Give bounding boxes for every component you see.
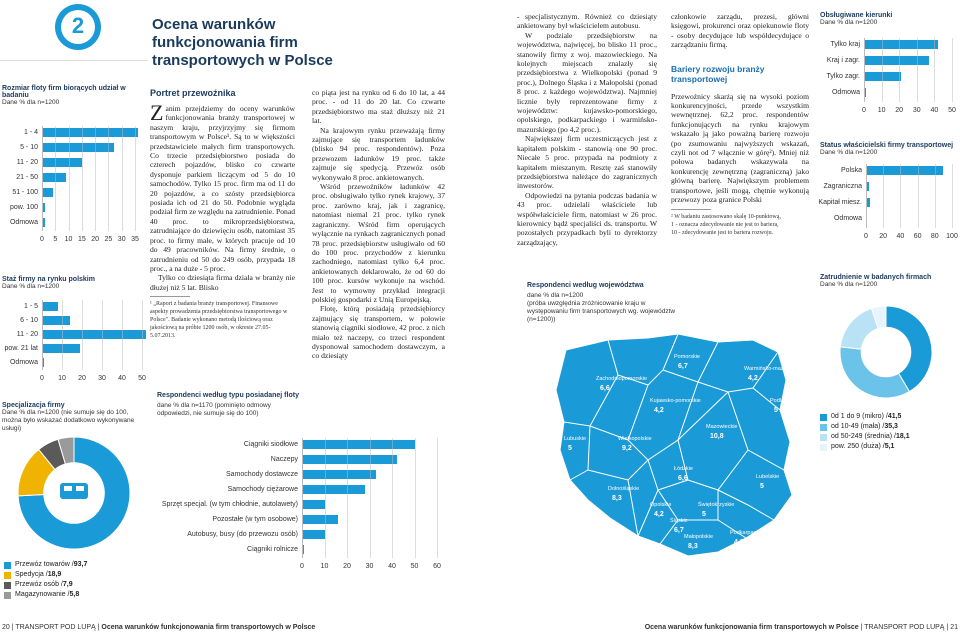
staz-category-label: pow. 21 lat xyxy=(4,345,38,352)
fleet-category-label: 5 - 10 xyxy=(20,144,38,151)
pojazdy-category-label: Ciągniki rolnicze xyxy=(247,546,298,553)
zatrudnienie-legend-label: 0d 1 do 9 (mikro) / xyxy=(831,413,888,420)
fleet-gridline xyxy=(108,126,109,231)
chapter-number: 2 xyxy=(71,13,85,38)
pojazdy-bar xyxy=(302,515,338,524)
region-value: 6,6 xyxy=(678,475,688,482)
klienci-gridline xyxy=(934,38,935,102)
fleet-tick-label: 0 xyxy=(40,236,44,243)
fleet-gridline xyxy=(69,126,70,231)
spec-chart-subtitle: Dane % dla n=1200 (nie sumuje się do 100, można było wskazać dodatkowo wykonywane usługi) xyxy=(2,409,135,432)
region-value: 8,3 xyxy=(688,543,698,550)
staz-gridline xyxy=(122,300,123,370)
kapital-gridline xyxy=(900,164,901,228)
ownership-bar-chart xyxy=(812,166,960,256)
pojazdy-tick-label: 40 xyxy=(388,563,396,570)
klienci-bar xyxy=(864,40,938,49)
zatrudnienie-legend-item xyxy=(820,442,960,452)
pojazdy-tick-label: 10 xyxy=(320,563,329,570)
fleet-bar xyxy=(42,143,114,152)
pojazdy-tick-label: 50 xyxy=(410,563,419,570)
fleet-chart-title: Rozmiar floty firm biorących udział w badaniu xyxy=(2,85,126,99)
fleet-gridline xyxy=(42,126,43,231)
pojazdy-category-label: Sprzęt specjal. (w tym chłodnie, autolawety) xyxy=(161,501,298,508)
fleet-bar-chart xyxy=(0,128,148,248)
spec-legend-label: Spedycja / xyxy=(15,571,48,578)
fleet-bar xyxy=(42,158,82,167)
col3-paragraph-2: Największej firm uczestniczących jest z kapitałem polskim - stanowią one 90 proc. Niecałe 5 proc. przypada na podmioty z kapitałem mieszanym. Resztę zaś stanowiły przedsiębiorstwa należące do zagranicznych inwestorów. xyxy=(517,134,657,191)
col2-paragraph-2: Na krajowym rynku przeważają firmy zajmujące się transportem ładunków (blisko 94 proc. respondentów). Poza przewozem ładunków 19 proc. także zajmuje się spedycją. Przewóz osób wykonywało 8 proc. ankietowanych. xyxy=(312,125,445,182)
page-number-left: 20 xyxy=(2,624,10,631)
spec-legend-item xyxy=(4,560,149,570)
fleet-gridline xyxy=(55,126,56,231)
fleet-category-label: Odmowa xyxy=(9,219,38,226)
region-name: Lubuskie xyxy=(564,436,587,442)
region-name: Świętokrzyskie xyxy=(698,502,735,508)
staz-tick-label: 0 xyxy=(40,375,44,382)
zatrudnienie-legend-value: 18,1 xyxy=(895,433,910,440)
staz-bar xyxy=(42,344,80,353)
fleet-bar xyxy=(42,188,53,197)
fleet-category-label: 51 - 100 xyxy=(12,189,38,196)
fleet-category-label: 11 - 20 xyxy=(16,159,38,166)
zatrudnienie-legend-swatch xyxy=(820,444,827,451)
footer-title-right: Ocena warunków funkcjonowania firm transportowych w Polsce xyxy=(644,624,859,631)
footer-title-left: Ocena warunków funkcjonowania firm transportowych w Polsce xyxy=(101,624,316,631)
kapital-gridline xyxy=(935,164,936,228)
region-name: Podkarpackie xyxy=(730,530,764,536)
directions-chart-subtitle: Dane % dla n=1200 xyxy=(820,19,878,26)
footer-left: 20 | TRANSPORT POD LUPĄ | Ocena warunków funkcjonowania firm transportowych w Polsce xyxy=(2,624,316,631)
magazine-name-left: TRANSPORT POD LUPĄ xyxy=(15,624,96,631)
fleet-tick-label: 5 xyxy=(53,236,58,243)
pojazdy-gridline xyxy=(302,438,303,558)
fleet-gridline xyxy=(95,126,96,231)
ownership-chart-subtitle: Dane % dla n=1200 xyxy=(820,149,878,156)
staz-gridline xyxy=(82,300,83,370)
fleet-tick-label: 35 xyxy=(131,236,139,243)
spec-legend-label: Przewóz osób / xyxy=(15,581,63,588)
pojazdy-bar xyxy=(302,470,376,479)
fleet-category-label: pow. 100 xyxy=(9,204,38,211)
pojazdy-gridline xyxy=(415,438,416,558)
klienci-gridline xyxy=(952,38,953,102)
spec-legend-swatch xyxy=(4,582,11,589)
fleet-tick-label: 15 xyxy=(77,236,86,243)
region-value: 5 xyxy=(568,445,572,452)
fleet-bar xyxy=(42,173,66,182)
zatrudnienie-legend-value: 5,1 xyxy=(884,443,895,450)
ownership-chart-title: Status właścicielski firmy transportowej xyxy=(820,142,954,149)
fleet-type-bar-chart xyxy=(155,440,445,580)
map-subtitle: dane % dla n=1200 xyxy=(527,292,584,299)
spec-pie-chart xyxy=(2,433,146,553)
fleet-category-label: 1 - 4 xyxy=(23,129,38,136)
staz-tick-label: 20 xyxy=(78,375,86,382)
region-name: Zachodniopomorskie xyxy=(596,376,648,382)
staz-tick-label: 30 xyxy=(98,375,106,382)
footnote-2b: 1 - oznacza zdecydowanie nie jest to bariera, xyxy=(671,221,779,228)
pojazdy-tick-label: 0 xyxy=(300,563,304,570)
footnote-2a: ² W badaniu zastosowano skalę 10-punktową, xyxy=(671,213,781,220)
fleet-bar xyxy=(42,128,138,137)
region-value: 6,7 xyxy=(678,363,688,370)
spec-legend-value: 5,8 xyxy=(69,591,80,598)
spec-legend-value: 7,9 xyxy=(62,581,73,588)
pojazdy-bar xyxy=(302,485,365,494)
pojazdy-bar xyxy=(302,455,397,464)
staz-bar xyxy=(42,330,146,339)
zatrudnienie-legend-label: od 50-249 (średnia) / xyxy=(831,433,896,440)
pojazdy-category-label: Pozostałe (w tym osobowe) xyxy=(212,516,298,523)
region-value: 5 xyxy=(760,483,764,490)
staz-gridline xyxy=(42,300,43,370)
pojazdy-category-label: Naczepy xyxy=(270,456,298,463)
klienci-bar xyxy=(864,56,929,65)
portret-heading: Portret przewoźnika xyxy=(150,88,236,98)
klienci-gridline xyxy=(899,38,900,102)
region-name: Pomorskie xyxy=(674,354,700,360)
region-value: 4,2 xyxy=(654,511,664,518)
klienci-category-label: Kraj i zagr. xyxy=(826,57,860,64)
pojazdy-category-label: Samochody ciężarowe xyxy=(227,486,298,493)
employment-chart-title: Zatrudnienie w badanych firmach xyxy=(820,274,932,281)
region-value: 10,8 xyxy=(710,433,724,440)
klienci-gridline xyxy=(864,38,865,102)
klienci-tick-label: 0 xyxy=(862,107,866,114)
zatrudnienie-legend-value: 41,5 xyxy=(887,413,902,420)
pojazdy-bar xyxy=(302,500,325,509)
klienci-gridline xyxy=(882,38,883,102)
poland-map xyxy=(548,330,803,560)
col2-paragraph-1: co piąta jest na rynku od 6 do 10 lat, a 44 proc. - od 11 do 20 lat. Co czwarte przedsiębiorstwo ma staż dłuższy niż 21 lat. xyxy=(312,88,445,126)
pojazdy-bar xyxy=(302,440,415,449)
staz-category-label: Odmowa xyxy=(9,359,38,366)
kapital-tick-label: 20 xyxy=(879,233,888,240)
region-value: 9,2 xyxy=(622,445,632,452)
map-title: Respondenci według województwa xyxy=(527,282,644,289)
staz-bar xyxy=(42,316,70,325)
spec-legend-swatch xyxy=(4,592,11,599)
pojazdy-category-label: Ciągniki siodłowe xyxy=(243,441,298,448)
footnote-1: ¹ „Raport z badania branży transportowej. Finansowe aspekty prowadzenia przedsiębiorstwa transportowego w Polsce". Badanie wykonano metodą ilościową oraz jakościową na próbie 1200 osób, w okresie 27.05-5.07.2013. xyxy=(150,301,288,340)
fleet-type-chart-subtitle: dane % dla n=1170 (pominięto odmowy odpowiedzi, nie sumuje się do 100) xyxy=(157,402,271,417)
region-name: Warmińsko-mazurskie xyxy=(744,366,799,372)
fleet-tick-label: 25 xyxy=(104,236,113,243)
region-name: Opolskie xyxy=(650,502,672,508)
region-name: Kujawsko-pomorskie xyxy=(650,398,701,404)
pojazdy-gridline xyxy=(370,438,371,558)
kapital-gridline xyxy=(883,164,884,228)
kapital-bar xyxy=(866,166,943,175)
pojazdy-tick-label: 20 xyxy=(343,563,351,570)
spec-legend xyxy=(4,560,149,600)
col4-paragraph-1: członkowie zarządu, prezesi, główni księgowi, prokurenci oraz opiekunowie floty - osoby decydujące lub współdecydujące o zarządzaniu firmą. xyxy=(671,12,809,50)
col3-paragraph-0: - specjalistycznym. Również co dziesiąty ankietowany był właścicielem autobusu. xyxy=(517,12,657,31)
staz-category-label: 11 - 20 xyxy=(16,331,38,338)
pojazdy-bar xyxy=(302,530,325,539)
employment-chart-subtitle: Dane % dla n=1200 xyxy=(820,281,878,288)
spec-legend-item xyxy=(4,580,149,590)
pojazdy-gridline xyxy=(437,438,438,558)
staz-gridline xyxy=(102,300,103,370)
spec-legend-label: Przewóz towarów / xyxy=(15,561,74,568)
portret-paragraph-2: Tylko co dziesiąta firma działa w branży nie dłużej niż 5 lat. Blisko xyxy=(150,273,295,292)
klienci-tick-label: 50 xyxy=(948,107,956,114)
klienci-category-label: Tylko kraj xyxy=(830,41,860,48)
fleet-gridline xyxy=(122,126,123,231)
spec-legend-value: 93,7 xyxy=(73,561,88,568)
pojazdy-category-label: Samochody dostawcze xyxy=(226,471,298,478)
zatrudnienie-legend-label: od 10-49 (mała) / xyxy=(831,423,885,430)
region-value: 4,2 xyxy=(748,375,758,382)
klienci-category-label: Tylko zagr. xyxy=(826,73,860,80)
kapital-tick-label: 40 xyxy=(896,233,905,240)
kapital-category-label: Kapitał miesz. xyxy=(818,199,862,206)
zatrudnienie-legend-swatch xyxy=(820,424,827,431)
staz-gridline xyxy=(142,300,143,370)
zatrudnienie-legend-label: pow. 250 (duża) / xyxy=(831,443,885,450)
page-title: Ocena warunków funkcjonowania firm transportowych w Polsce xyxy=(152,16,333,69)
col2-paragraph-4: Flotę, którą posiadają przedsiębiorcy zajmujący się transportem, w połowie stanowią ciągniki siodłowe, 42 proc. z nich miało też naczepy, co trzeci respondent dysponował samochodem dostawczym, a co dziesiąty xyxy=(312,304,445,361)
region-name: Lubelskie xyxy=(756,474,780,480)
kapital-gridline xyxy=(918,164,919,228)
fleet-category-label: 21 - 50 xyxy=(16,174,38,181)
region-value: 8,3 xyxy=(612,495,622,502)
spec-legend-item xyxy=(4,570,149,580)
fleet-gridline xyxy=(82,126,83,231)
kapital-category-label: Zagraniczna xyxy=(823,183,862,190)
chapter-badge xyxy=(55,4,101,50)
spec-legend-value: 18,9 xyxy=(47,571,62,578)
kapital-category-label: Polska xyxy=(840,167,862,174)
region-name: Śląskie xyxy=(670,518,688,524)
dropcap: Z xyxy=(150,100,164,125)
col3-paragraph-1: W podziale przedsiębiorstw na województwa, najwięcej, bo blisko 11 proc., stanowiły firmy z woj. mazowieckiego. Na kolejnych miejscach znalazły się przedsiębiorstwa z Wielkopolski (ponad 9 proc.), Dolnego Śląska i z Małopolski (ponad 8 proc. z każdego województwa). Najmniej licznie były reprezentowane firmy z województw: kujawsko-pomorskiego, opolskiego, podkarpackiego i warmińsko-mazurskiego (po 4,2 proc.). xyxy=(517,30,657,134)
kapital-tick-label: 100 xyxy=(946,233,958,240)
klienci-tick-label: 20 xyxy=(895,107,904,114)
pojazdy-category-label: Autobusy, busy (do przewozu osób) xyxy=(187,531,298,538)
col3-paragraph-3: Odpowiedzi na pytania podczas badania w 43 proc. udzielali właściciele lub współwłaściciele firm, natomiast w 26 proc. kierownicy bądź specjaliści ds. transportu. W pozostałych przypadkach byli to dyrektorzy zarządzający, xyxy=(517,190,657,247)
region-name: Łódzkie xyxy=(674,466,693,472)
pojazdy-gridline xyxy=(347,438,348,558)
footer-right: Ocena warunków funkcjonowania firm transportowych w Polsce | TRANSPORT POD LUPĄ | 21 xyxy=(644,624,958,631)
region-name: Mazowieckie xyxy=(706,424,738,430)
staz-category-label: 1 - 5 xyxy=(23,303,38,310)
kapital-tick-label: 60 xyxy=(913,233,922,240)
fleet-tick-label: 10 xyxy=(64,236,73,243)
pojazdy-tick-label: 30 xyxy=(365,563,374,570)
spec-legend-swatch xyxy=(4,572,11,579)
region-name: Dolnośląskie xyxy=(608,486,640,492)
directions-bar-chart xyxy=(812,40,960,125)
kapital-gridline xyxy=(866,164,867,228)
klienci-tick-label: 40 xyxy=(930,107,939,114)
staz-chart-subtitle: Dane % dla n=1200 xyxy=(2,283,60,290)
staz-tick-label: 10 xyxy=(58,375,66,382)
fleet-gridline xyxy=(135,126,136,231)
zatrudnienie-legend-swatch xyxy=(820,414,827,421)
map-note: (próba uwzględnia zróżnicowanie kraju w występowaniu firm transportowych wg. województw (n=1200)) xyxy=(527,300,676,323)
klienci-tick-label: 30 xyxy=(912,107,921,114)
page-number-right: 21 xyxy=(950,624,958,631)
region-value: 5 xyxy=(774,407,778,414)
klienci-tick-label: 10 xyxy=(877,107,886,114)
fleet-type-chart-title: Respondenci według typu posiadanej floty xyxy=(157,392,299,399)
truck-icon xyxy=(60,483,88,499)
footnote-2c: 10 - zdecydowanie jest to bariera rozwoju. xyxy=(671,229,774,236)
staz-tick-label: 50 xyxy=(138,375,146,382)
staz-tick-label: 40 xyxy=(118,375,126,382)
staz-chart-title: Staż firmy na rynku polskim xyxy=(2,276,95,283)
region-value: 6,6 xyxy=(600,385,610,392)
region-name: Wielkopolskie xyxy=(618,436,652,442)
spec-chart-title: Specjalizacja firmy xyxy=(2,402,65,409)
kapital-tick-label: 0 xyxy=(864,233,868,240)
pojazdy-gridline xyxy=(325,438,326,558)
region-name: Małopolskie xyxy=(684,534,714,540)
kapital-category-label: Odmowa xyxy=(833,215,862,222)
col4-paragraph-2: Przewoźnicy skarżą się na wysoki poziom konkurencyjności, przede wszystkim wewnętrznej. 62,2 proc. respondentów funkcjonujących na rynku krajowym wskazało ją jako poważną barierę rozwoju (po zsumowaniu najwyższych wskazań, czyli not od 7 włącznie w górę²). Mniej niż połowa badanych wskazywała na konkurencję zewnętrzną (zagraniczną) jako główną barierę. Największym problemem transportowe, jeśli mogą, chętnie wykonują przewozy poza granice Polski xyxy=(671,91,809,205)
employment-legend xyxy=(820,412,960,452)
portret-paragraph-1: anim przejdziemy do oceny warunków funkcjonowania branży transportowej w naszym kraju, przyjrzyjmy się firmom transportowym w Polsce¹. Są to w większości przedstawiciele małych firm transportowych. Co trzecie przedsiębiorstwo posiada do czterech pojazdów, blisko co czwarte dysponuje parkiem liczącym od 5 do 10 samochodów. Tylko 15 proc. firm ma od 11 do 20 pojazdów, a co szósty przedsiębiorca posiada ich od 21 do 50. Podobnie wygląda podział firm ze względu na zatrudnienie. Ponad 40 proc. to mikroprzedsiębiorstwa, zatrudniające do dziewięciu osób, natomiast 35 proc. to firmy małe, w których pracuje od 10 do 49 pracowników. Na firmy średnie, o zatrudnieniu od 50 do 249 osób, przypada 18 proc., a na duże - 5 proc. xyxy=(150,104,295,273)
kapital-gridline xyxy=(952,164,953,228)
staz-bar xyxy=(42,302,58,311)
staz-category-label: 6 - 10 xyxy=(20,317,38,324)
zatrudnienie-donut-hole xyxy=(861,327,912,378)
zatrudnienie-legend-value: 35,3 xyxy=(884,423,898,430)
region-value: 4,2 xyxy=(734,539,744,546)
spec-legend-label: Magazynowanie / xyxy=(15,591,70,598)
spec-legend-item xyxy=(4,590,149,600)
klienci-gridline xyxy=(917,38,918,102)
zatrudnienie-legend-item xyxy=(820,432,960,442)
zatrudnienie-legend-item xyxy=(820,412,960,422)
fleet-tick-label: 30 xyxy=(117,236,126,243)
klienci-category-label: Odmowa xyxy=(831,89,860,96)
staz-bar-chart xyxy=(0,302,148,392)
fleet-tick-label: 20 xyxy=(91,236,100,243)
employment-pie-chart xyxy=(814,302,958,402)
fleet-chart-subtitle: Dane % dla n=1200 xyxy=(2,99,60,106)
spec-legend-swatch xyxy=(4,562,11,569)
region-value: 4,2 xyxy=(654,407,664,414)
directions-chart-title: Obsługiwane kierunki xyxy=(820,12,893,19)
barriers-heading: Bariery rozwoju branży transportowej xyxy=(671,63,765,84)
staz-gridline xyxy=(62,300,63,370)
zatrudnienie-legend-item xyxy=(820,422,960,432)
region-value: 6,7 xyxy=(674,527,684,534)
pojazdy-gridline xyxy=(392,438,393,558)
magazine-name-right: TRANSPORT POD LUPĄ xyxy=(864,624,945,631)
zatrudnienie-legend-swatch xyxy=(820,434,827,441)
pojazdy-tick-label: 60 xyxy=(433,563,441,570)
col2-paragraph-3: Wśród przewoźników ładunków 42 proc. obsługiwało tylko rynek krajowy, 37 proc. zarówno kraj, jak i zagranicę, natomiast niemal 21 proc. tylko rynek zagraniczny. Wśród firm operujących wyłącznie na rynkach zagranicznych ponad 78 proc. przedsiębiorstw usługiwało od 60 do 100 proc. przychodów z kierunku zachodniego, natomiast tylko 6,4 proc. ankietowanych deklarowało, że od 60 do 100 proc. kursów wykonuje na wschód. Jest to wymowny przykład integracji polskiej gospodarki z Unią Europejską. xyxy=(312,182,445,304)
region-value: 5 xyxy=(702,511,706,518)
region-name: Podlaskie xyxy=(770,398,794,404)
kapital-tick-label: 80 xyxy=(930,233,939,240)
